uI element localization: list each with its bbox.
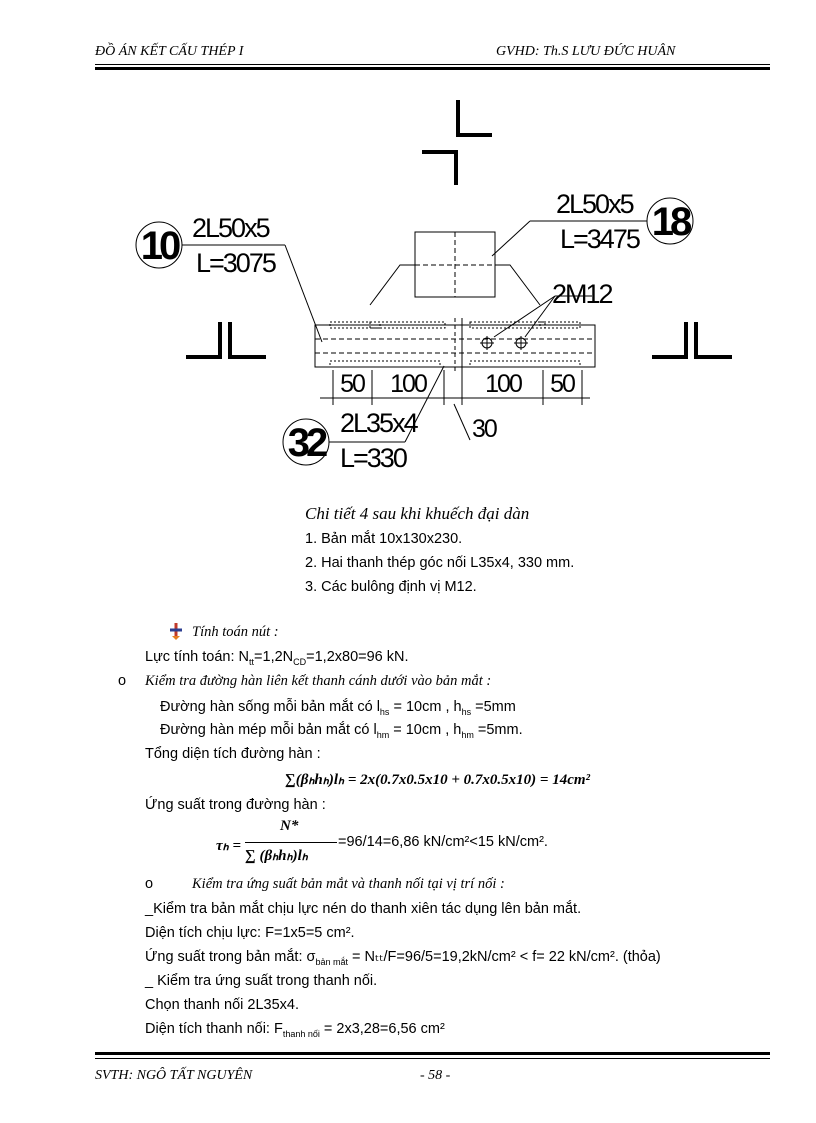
caption-item-3: 3. Các bulông định vị M12. — [305, 579, 477, 595]
fraction-bar — [245, 842, 337, 843]
area-label: Tổng diện tích đường hàn : — [145, 746, 321, 762]
node-detail-drawing — [0, 80, 816, 490]
header-rule-thin — [95, 64, 770, 65]
dim-1: 50 — [340, 370, 364, 398]
page-number: - 58 - — [420, 1068, 451, 1083]
weld-line-1: Đường hàn sống mỗi bản mắt có $l_{hs} = 10cm$ , $h_{hs} =5mm$ — [160, 699, 516, 717]
gap-dim: 30 — [472, 415, 496, 443]
member18-length: L=3475 — [560, 224, 639, 254]
header-left: ĐỒ ÁN KẾT CẤU THÉP I — [95, 44, 244, 59]
stress-denominator: ∑ (βₕhₕ)lₕ — [245, 848, 308, 864]
stress-lhs: τₕ = — [216, 838, 242, 854]
line-1: _Kiểm tra bản mắt chịu lực nén do thanh xiên tác dụng lên bản mắt. — [145, 901, 582, 917]
callout-32-num: 32 — [287, 421, 325, 465]
stress-numerator: N* — [280, 818, 299, 834]
footer-rule-thick — [95, 1052, 770, 1055]
bullet2-text: Kiểm tra ứng suất bản mắt và thanh nối tại vị trí nối : — [192, 876, 505, 892]
stress-result: =96/14=6,86 kN/cm²<15 kN/cm². — [338, 834, 548, 850]
member10-section: 2L50x5 — [192, 213, 269, 243]
bullet-o-1: o — [118, 673, 127, 689]
section-title: Tính toán nút : — [192, 624, 279, 640]
header-right: GVHD: Th.S LƯU ĐỨC HUÂN — [496, 44, 676, 59]
angle-symbol-right — [652, 322, 686, 357]
line-5: Chọn thanh nối 2L35x4. — [145, 997, 299, 1013]
member32-section: 2L35x4 — [340, 408, 417, 438]
bolt-label: 2M12 — [552, 279, 612, 309]
footer-rule-thin — [95, 1058, 770, 1059]
angle-symbol-left — [186, 322, 220, 357]
header-rule-thick — [95, 67, 770, 70]
bullet1-text: Kiểm tra đường hàn liên kết thanh cánh dưới vào bản mắt : — [145, 673, 492, 689]
caption-item-1: 1. Bản mắt 10x130x230. — [305, 531, 463, 547]
dim-3: 100 — [485, 370, 521, 398]
pin-icon — [168, 622, 184, 640]
angle-symbol-left-2 — [230, 322, 266, 357]
dim-2: 100 — [390, 370, 426, 398]
callout-10-num: 10 — [140, 224, 178, 268]
force-line: Lực tính toán: $N_{tt}=1,2N_{CD}=1,2x80=96$ kN. — [145, 649, 409, 667]
callout-18-num: 18 — [651, 200, 689, 244]
line-6: Diện tích thanh nối: $F_{thanh nối} = 2x3,28=6,56$ cm² — [145, 1021, 445, 1039]
caption-title: Chi tiết 4 sau khi khuếch đại dàn — [305, 504, 530, 523]
angle-symbol-top-2 — [422, 152, 456, 185]
member18-section: 2L50x5 — [556, 189, 633, 219]
area-formula: ∑(βₕhₕ)lₕ = 2x(0.7x0.5x10 + 0.7x0.5x10) = 14cm² — [285, 772, 591, 788]
angle-symbol-top — [458, 100, 492, 135]
line-3: Ứng suất trong bản mắt: $\sigma_{bản mắt} = N_{tt}/F=96/5=19,2kN/cm^2 < f= 22$ kN/cm². (thỏa) — [145, 949, 661, 967]
member10-length: L=3075 — [196, 248, 275, 278]
caption-item-2: 2. Hai thanh thép góc nối L35x4, 330 mm. — [305, 555, 575, 571]
bullet-o-2: o — [145, 876, 154, 892]
line-4: _ Kiểm tra ứng suất trong thanh nối. — [145, 973, 378, 989]
weld-line-2: Đường hàn mép mỗi bản mắt có $l_{hm} = 10cm$ , $h_{hm} =5mm$. — [160, 722, 523, 740]
member32-length: L=330 — [340, 443, 406, 473]
angle-symbol-right-2 — [696, 322, 732, 357]
footer-left: SVTH: NGÔ TẤT NGUYÊN — [95, 1068, 253, 1083]
stress-label: Ứng suất trong đường hàn : — [145, 797, 326, 813]
dim-4: 50 — [550, 370, 574, 398]
line-2: Diện tích chịu lực: F=1x5=5 cm². — [145, 925, 355, 941]
